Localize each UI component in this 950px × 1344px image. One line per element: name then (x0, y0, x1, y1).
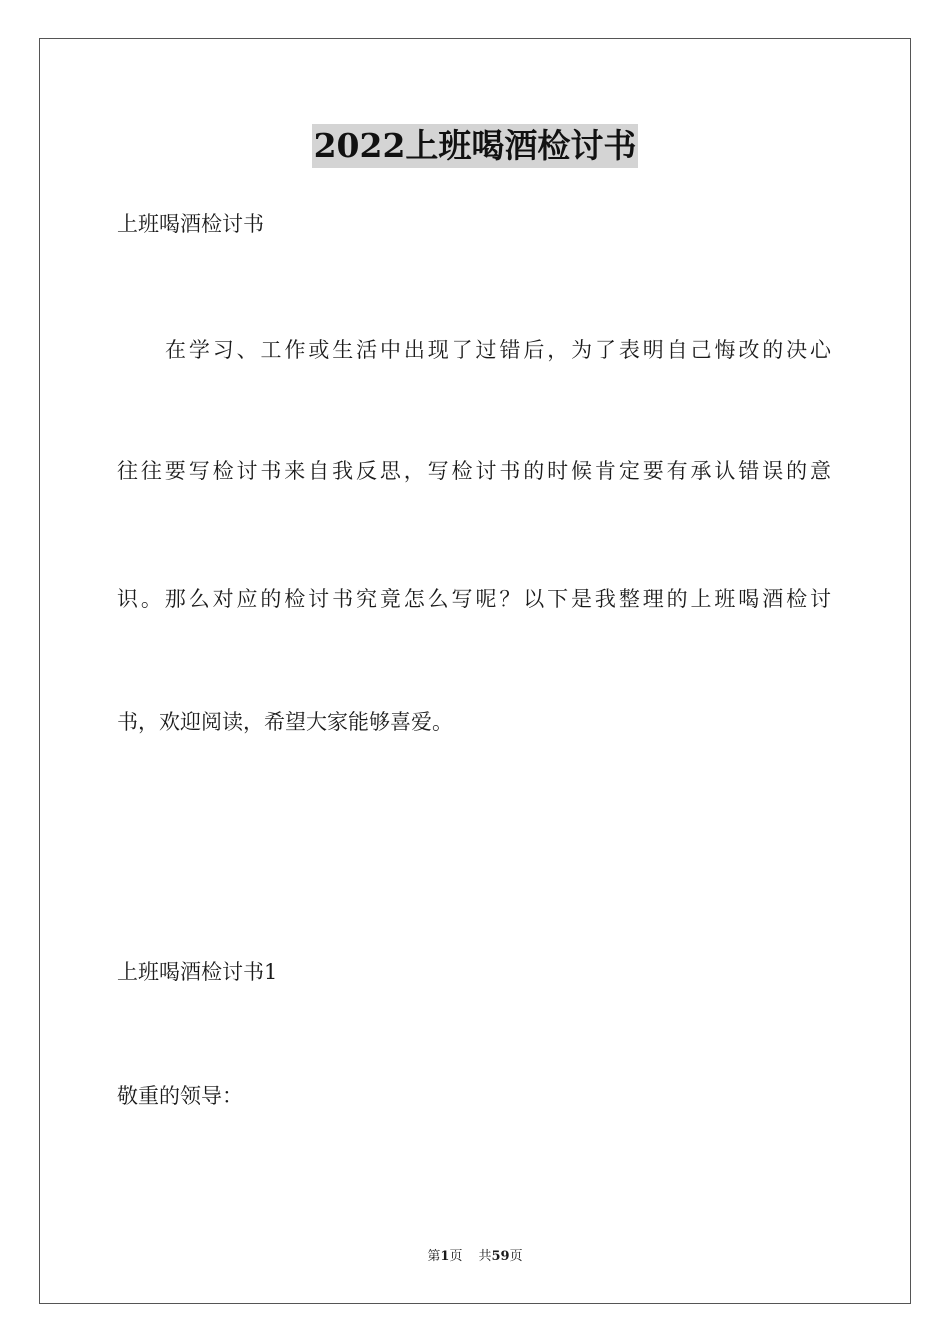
paragraph-line-1: 在学习、工作或生活中出现了过错后，为了表明自己悔改的决心 (165, 338, 831, 362)
document-subtitle: 上班喝酒检讨书 (117, 212, 264, 236)
document-title: 2022上班喝酒检讨书 (312, 124, 639, 168)
paragraph-line-3: 识。那么对应的检讨书究竟怎么写呢？以下是我整理的上班喝酒检讨 (117, 587, 831, 611)
salutation: 敬重的领导： (117, 1084, 243, 1108)
footer-total-prefix: 共 (478, 1249, 492, 1264)
paragraph-line-2: 往往要写检讨书来自我反思，写检讨书的时候肯定要有承认错误的意 (117, 459, 831, 483)
section-heading: 上班喝酒检讨书1 (117, 960, 278, 984)
footer-page-number: 1 (440, 1249, 450, 1264)
footer-total-suffix: 页 (509, 1249, 523, 1264)
footer-page-suffix: 页 (449, 1249, 463, 1264)
footer-total-pages: 59 (491, 1249, 510, 1264)
footer-page-prefix: 第 (427, 1249, 441, 1264)
title-container (0, 124, 950, 168)
paragraph-line-4: 书，欢迎阅读，希望大家能够喜爱。 (117, 710, 453, 734)
page-footer (0, 1248, 950, 1266)
